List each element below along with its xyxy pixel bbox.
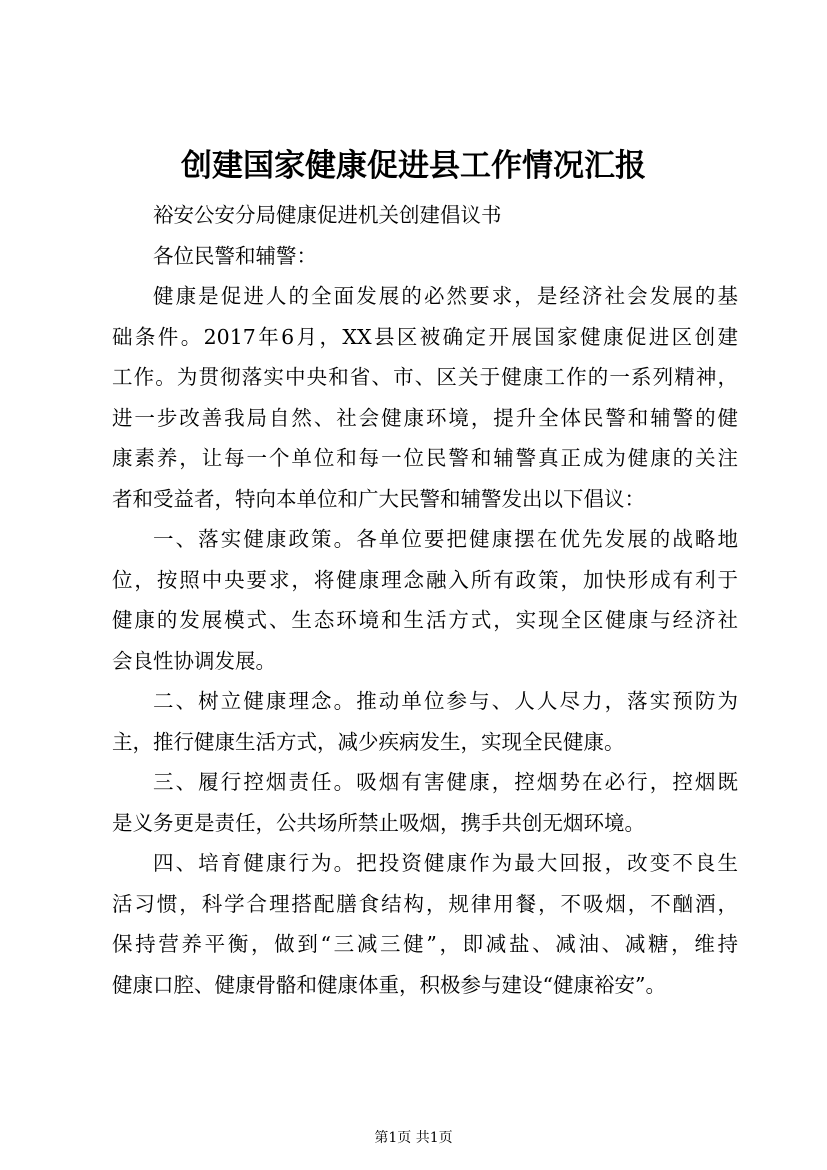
paragraph-intro-line: 进一步改善我局自然、社会健康环境，提升全体民警和辅警的健 (112, 405, 738, 430)
paragraph-item-4-line: 健康口腔、健康骨骼和健康体重，积极参与建设“健康裕安”。 (112, 972, 666, 997)
paragraph-item-3-line: 三、履行控烟责任。吸烟有害健康，控烟势在必行，控烟既 (153, 770, 738, 794)
paragraph-item-4-line: 四、培育健康行为。把投资健康作为最大回报，改变不良生 (153, 851, 738, 875)
paragraph-item-4-line: 活习惯，科学合理搭配膳食结构，规律用餐，不吸烟，不酗酒， (112, 891, 738, 916)
paragraph-item-3-line: 是义务更是责任，公共场所禁止吸烟，携手共创无烟环境。 (112, 810, 645, 835)
paragraph-intro-line: 康素养，让每一个单位和每一位民警和辅警真正成为健康的关注 (112, 446, 738, 470)
paragraph-intro-line: 健康是促进人的全面发展的必然要求，是经济社会发展的基 (153, 284, 738, 308)
paragraph-item-1-line: 位，按照中央要求，将健康理念融入所有政策，加快形成有利于 (112, 567, 738, 592)
salutation: 各位民警和辅警： (153, 243, 317, 268)
paragraph-item-4-line: 保持营养平衡，做到“三减三健”，即减盐、减油、减糖，维持 (112, 932, 738, 956)
paragraph-item-1-line: 会良性协调发展。 (112, 648, 276, 673)
page-number-footer: 第1页 共1页 (374, 1130, 453, 1146)
document-title: 创建国家健康促进县工作情况汇报 (181, 148, 646, 184)
paragraph-intro-line: 础条件。2017年6月，XX县区被确定开展国家健康促进区创建 (112, 324, 738, 349)
document-subtitle: 裕安公安分局健康促进机关创建倡议书 (153, 203, 502, 227)
document-body (112, 195, 738, 1005)
paragraph-intro-line: 者和受益者，特向本单位和广大民警和辅警发出以下倡议： (112, 486, 645, 511)
paragraph-intro-line: 工作。为贯彻落实中央和省、市、区关于健康工作的一系列精神， (112, 365, 738, 389)
paragraph-item-1-line: 健康的发展模式、生态环境和生活方式，实现全区健康与经济社 (112, 608, 738, 632)
paragraph-item-2-line: 主，推行健康生活方式，减少疾病发生，实现全民健康。 (112, 729, 625, 754)
paragraph-item-1-line: 一、落实健康政策。各单位要把健康摆在优先发展的战略地 (153, 527, 738, 551)
paragraph-item-2-line: 二、树立健康理念。推动单位参与、人人尽力，落实预防为 (153, 689, 738, 713)
